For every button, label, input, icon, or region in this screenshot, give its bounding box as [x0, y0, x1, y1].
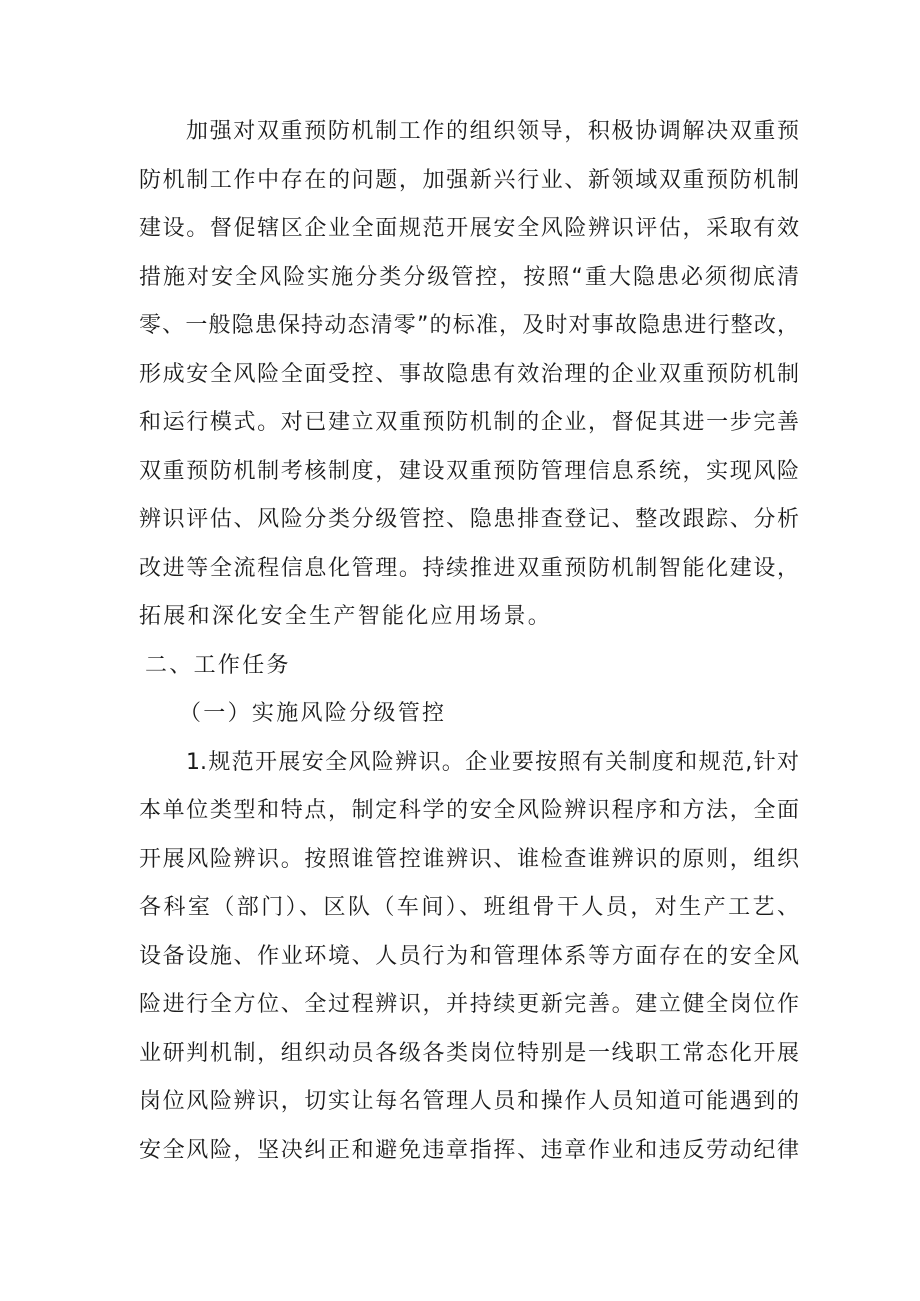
text-line: 建设。督促辖区企业全面规范开展安全风险辨识评估，采取有效	[139, 216, 799, 241]
text-line: 形成安全风险全面受控、事故隐患有效治理的企业双重预防机制	[139, 361, 799, 387]
text-line: 辨识评估、风险分类分级管控、隐患排查登记、整改跟踪、分析	[139, 507, 799, 532]
text-line: 安全风险，坚决纠正和避免违章指挥、违章作业和违反劳动纪律	[139, 1137, 799, 1163]
text-line: 开展风险辨识。按照谁管控谁辨识、谁检查谁辨识的原则，组织	[139, 846, 799, 872]
document-body	[139, 108, 799, 1175]
text-line: 加强对双重预防机制工作的组织领导，积极协调解决双重预	[186, 119, 799, 144]
text-line: 1.规范开展安全风险辨识。企业要按照有关制度和规范,针对	[186, 749, 799, 775]
text-line: （一）实施风险分级管控	[179, 701, 447, 726]
text-line: 防机制工作中存在的问题，加强新兴行业、新领域双重预防机制	[139, 167, 799, 193]
text-line: 拓展和深化安全生产智能化应用场景。	[139, 604, 553, 629]
text-line: 零、一般隐患保持动态清零”的标准，及时对事故隐患进行整改，	[139, 313, 799, 338]
text-line: 和运行模式。对已建立双重预防机制的企业，督促其进一步完善	[139, 410, 799, 435]
text-line: 业研判机制，组织动员各级各类岗位特别是一线职工常态化开展	[139, 1040, 799, 1066]
text-line: 各科室（部门）、区队（车间）、班组骨干人员，对生产工艺、	[139, 895, 799, 920]
text-line: 本单位类型和特点，制定科学的安全风险辨识程序和方法，全面	[139, 798, 799, 823]
text-line: 二、工作任务	[145, 652, 291, 678]
text-line: 险进行全方位、全过程辨识，并持续更新完善。建立健全岗位作	[139, 992, 799, 1017]
text-line: 措施对安全风险实施分类分级管控，按照“重大隐患必须彻底清	[139, 264, 799, 290]
text-line: 改进等全流程信息化管理。持续推进双重预防机制智能化建设，	[139, 555, 799, 581]
text-line: 双重预防机制考核制度，建设双重预防管理信息系统，实现风险	[139, 458, 799, 484]
text-line: 岗位风险辨识，切实让每名管理人员和操作人员知道可能遇到的	[139, 1089, 799, 1114]
text-line: 设备设施、作业环境、人员行为和管理体系等方面存在的安全风	[139, 943, 799, 969]
